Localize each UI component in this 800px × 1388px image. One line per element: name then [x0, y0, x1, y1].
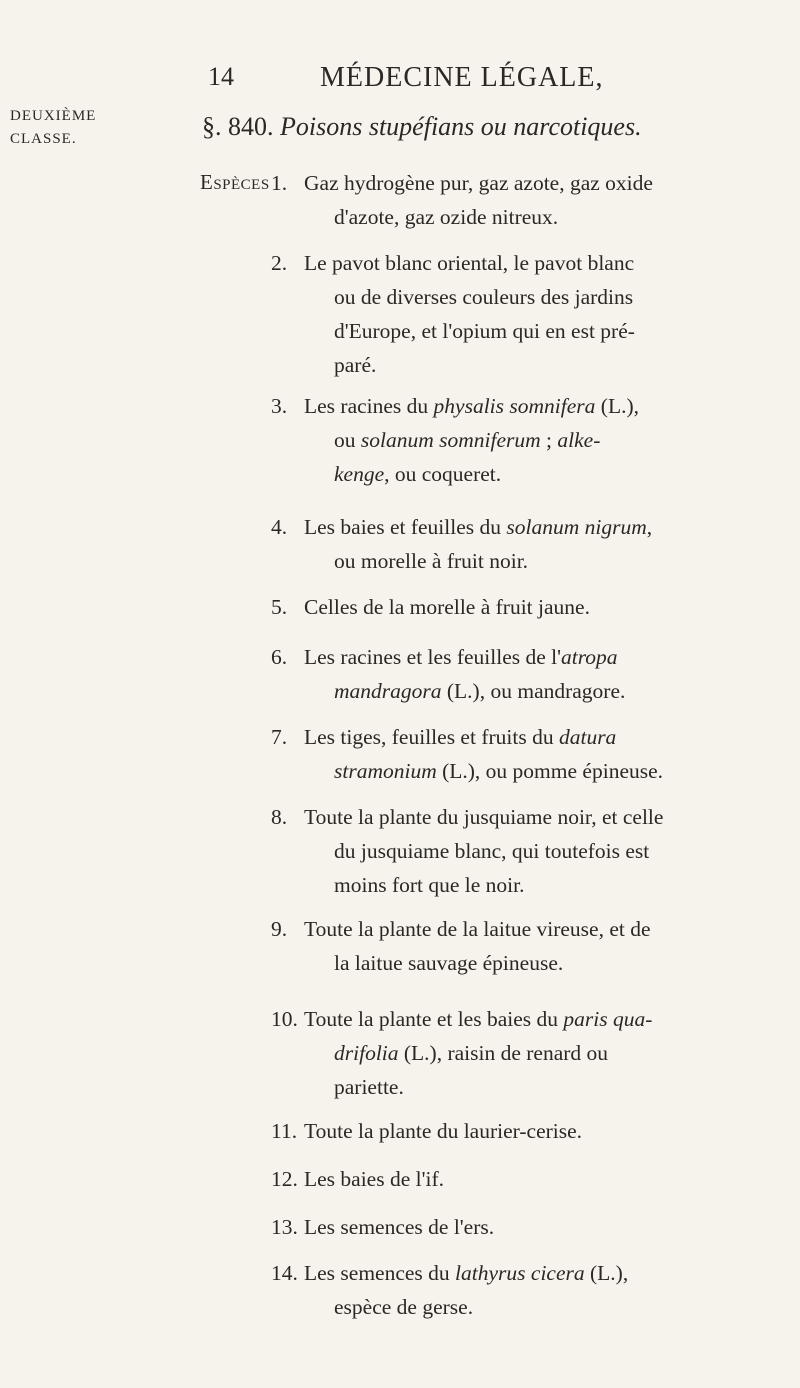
- entry-3: 3. Les racines du physalis somnifera (L.), ou solanum somniferum ; alke- kenge, ou coqueret.: [304, 389, 779, 491]
- latin-name: physalis somnifera: [433, 394, 596, 418]
- entry-9: [271, 912, 779, 980]
- entry-number: 10.: [271, 1007, 298, 1031]
- entry-12: [271, 1162, 779, 1196]
- species-label: Espèces: [200, 170, 270, 194]
- entry-number: 7.: [271, 725, 288, 749]
- latin-name: kenge: [334, 462, 385, 486]
- page-number: 14: [208, 62, 234, 91]
- entry-line: Les semences de l'ers.: [304, 1215, 495, 1239]
- latin-name: mandragora: [334, 679, 442, 703]
- entry-line: Gaz hydrogène pur, gaz azote, gaz oxide: [304, 171, 653, 195]
- entry-number: 9.: [271, 917, 288, 941]
- margin-class-label: DEUXIÈME: [10, 108, 97, 124]
- entry-7: 7. Les tiges, feuilles et fruits du datura stramonium (L.), ou pomme épineuse.: [304, 720, 779, 788]
- entry-line: espèce de gerse.: [334, 1295, 474, 1319]
- latin-name: solanum nigrum: [506, 515, 647, 539]
- entry-11: [271, 1114, 779, 1148]
- section-heading: [202, 112, 642, 142]
- entry-line: Toute la plante du laurier-cerise.: [304, 1119, 583, 1143]
- entry-10: 10. Toute la plante et les baies du paris qua- drifolia (L.), raisin de renard ou pariette.: [304, 1002, 779, 1104]
- latin-name: solanum somniferum: [360, 428, 541, 452]
- section-title: Poisons stupéfians ou narcotiques.: [280, 112, 642, 141]
- latin-name: stramonium: [334, 759, 437, 783]
- entry-number: 4.: [271, 515, 288, 539]
- entry-number: 6.: [271, 645, 288, 669]
- entry-6: 6. Les racines et les feuilles de l'atropa mandragora (L.), ou mandragore.: [304, 640, 779, 708]
- entry-line: Celles de la morelle à fruit jaune.: [304, 595, 590, 619]
- entry-4: 4. Les baies et feuilles du solanum nigrum, ou morelle à fruit noir.: [304, 510, 779, 578]
- entry-number: 13.: [271, 1215, 298, 1239]
- entry-line: Toute la plante du jusquiame noir, et celle: [304, 805, 664, 829]
- entry-line: paré.: [334, 353, 377, 377]
- latin-name: alke-: [557, 428, 601, 452]
- entry-line: pariette.: [334, 1075, 404, 1099]
- entry-number: 2.: [271, 251, 288, 275]
- entry-number: 5.: [271, 595, 288, 619]
- running-head: [0, 62, 800, 102]
- entry-number: 3.: [271, 394, 288, 418]
- entry-line: ou morelle à fruit noir.: [334, 549, 529, 573]
- entry-number: 12.: [271, 1167, 298, 1191]
- latin-name: drifolia: [334, 1041, 399, 1065]
- entry-2: [271, 246, 779, 382]
- latin-name: atropa: [561, 645, 618, 669]
- entry-1: [271, 166, 779, 234]
- entry-line: Les baies de l'if.: [304, 1167, 444, 1191]
- latin-name: lathyrus cicera: [455, 1261, 585, 1285]
- margin-class-label: CLASSE.: [10, 131, 77, 147]
- latin-name: paris qua-: [563, 1007, 653, 1031]
- entry-line: ou de diverses couleurs des jardins: [334, 285, 634, 309]
- entry-14: 14. Les semences du lathyrus cicera (L.), espèce de gerse.: [304, 1256, 779, 1324]
- entry-8: [271, 800, 779, 902]
- latin-name: datura: [558, 725, 617, 749]
- entry-line: la laitue sauvage épineuse.: [334, 951, 564, 975]
- entry-number: 11.: [271, 1119, 298, 1143]
- running-title: MÉDECINE LÉGALE,: [320, 62, 604, 93]
- entry-number: 8.: [271, 805, 288, 829]
- entry-5: [271, 590, 779, 624]
- entry-13: [271, 1210, 779, 1244]
- entry-number: 1.: [271, 171, 288, 195]
- entry-line: d'Europe, et l'opium qui en est pré-: [334, 319, 635, 343]
- entry-line: d'azote, gaz ozide nitreux.: [334, 205, 559, 229]
- entry-line: moins fort que le noir.: [334, 873, 525, 897]
- section-number: §. 840.: [202, 112, 274, 141]
- entry-number: 14.: [271, 1261, 298, 1285]
- entry-line: du jusquiame blanc, qui toutefois est: [334, 839, 650, 863]
- entry-line: Le pavot blanc oriental, le pavot blanc: [304, 251, 635, 275]
- entry-line: Toute la plante de la laitue vireuse, et de: [304, 917, 651, 941]
